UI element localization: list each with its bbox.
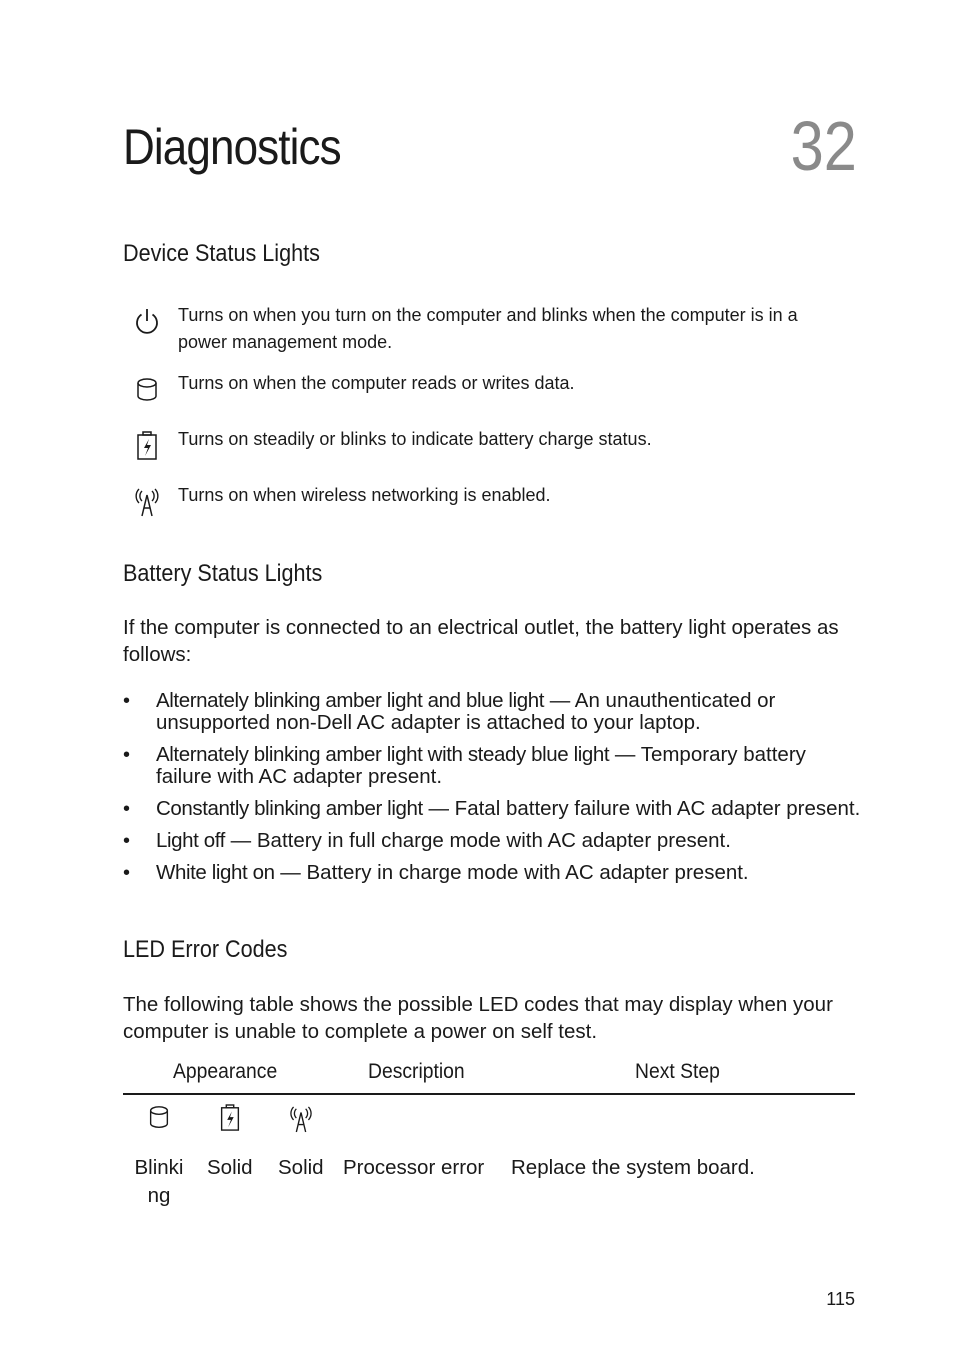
list-item-term: White light on [156, 861, 275, 884]
wireless-icon [288, 1103, 314, 1133]
battery-status-intro: If the computer is connected to an electrical outlet, the battery light operates as follows: [123, 616, 839, 666]
list-item [123, 830, 863, 852]
wireless-icon [133, 486, 161, 514]
column-header-next-step: Next Step [635, 1060, 720, 1083]
table-cell-drive-state: Blinki ng [134, 1156, 184, 1207]
battery-icon [133, 430, 161, 458]
battery-status-heading: Battery Status Lights [123, 560, 323, 587]
table-cell-next-step: Replace the system board. [511, 1156, 755, 1179]
list-item-term: Alternately blinking amber light with steady blue light [156, 743, 610, 766]
device-status-heading: Device Status Lights [123, 240, 320, 267]
list-item [123, 798, 863, 820]
battery-light-description: Turns on steadily or blinks to indicate battery charge status. [178, 429, 652, 449]
power-icon [133, 307, 161, 335]
hard-drive-icon [146, 1103, 172, 1133]
battery-icon [217, 1102, 243, 1132]
list-item-term: Light off [156, 829, 225, 852]
list-item-description: — Battery in full charge mode with AC adapter present. [224, 829, 731, 852]
list-item [123, 862, 863, 884]
list-item-description: — An unauthenticated or unsupported non-Dell AC adapter is attached to your laptop. [156, 689, 776, 734]
wireless-light-description: Turns on when wireless networking is enabled. [178, 485, 551, 505]
bullet-marker: • [123, 690, 131, 712]
drive-light-description: Turns on when the computer reads or writes data. [178, 373, 575, 393]
chapter-title: Diagnostics [123, 119, 341, 175]
list-item-description: — Temporary battery failure with AC adapter present. [156, 743, 806, 788]
chapter-number: 32 [790, 107, 857, 185]
led-codes-table [123, 1060, 855, 1220]
table-cell-battery-state: Solid [207, 1156, 253, 1179]
bullet-marker: • [123, 798, 131, 820]
table-cell-description: Processor error [343, 1156, 485, 1179]
list-item-term: Alternately blinking amber light and blue light [156, 689, 545, 712]
hard-drive-icon [133, 375, 161, 403]
power-light-description: Turns on when you turn on the computer and blinks when the computer is in a power management mode. [178, 305, 798, 352]
led-codes-intro: The following table shows the possible LED codes that may display when your computer is unable to complete a power on self test. [123, 993, 833, 1043]
list-item [123, 690, 863, 734]
header-divider [123, 1093, 855, 1095]
bullet-marker: • [123, 744, 131, 766]
list-item [123, 744, 863, 788]
page-number: 115 [826, 1289, 855, 1309]
list-item-description: — Fatal battery failure with AC adapter present. [422, 797, 861, 820]
column-header-appearance: Appearance [173, 1060, 278, 1083]
list-item-description: — Battery in charge mode with AC adapter present. [274, 861, 749, 884]
led-codes-heading: LED Error Codes [123, 936, 288, 963]
list-item-term: Constantly blinking amber light [156, 797, 423, 820]
column-header-description: Description [368, 1060, 465, 1083]
bullet-marker: • [123, 862, 131, 884]
table-cell-wireless-state: Solid [278, 1156, 324, 1179]
bullet-marker: • [123, 830, 131, 852]
battery-status-list [123, 690, 863, 894]
